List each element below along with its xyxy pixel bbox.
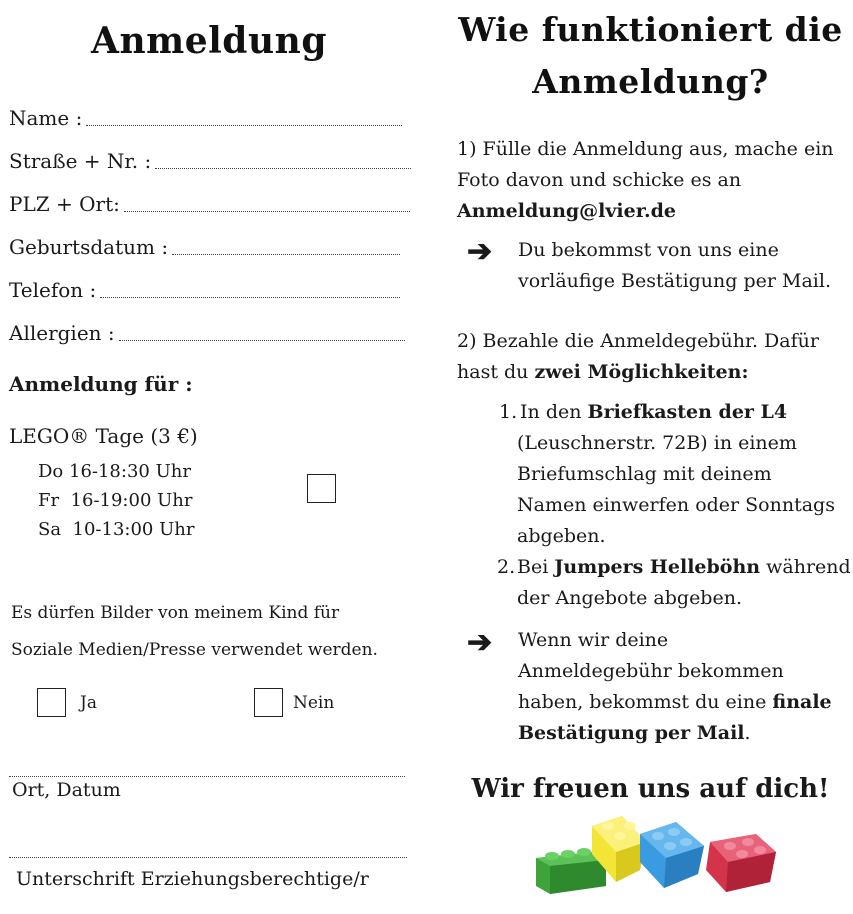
consent-text-line1: Es dürfen Bilder von meinem Kind für — [11, 603, 340, 623]
place-date-line[interactable] — [9, 776, 405, 777]
option1-line5: abgeben. — [517, 525, 606, 547]
step2-line1: 2) Bezahle die Anmeldegebühr. Dafür — [457, 330, 819, 352]
signature-line[interactable] — [9, 857, 407, 858]
arrow-right-icon: ➔ — [467, 234, 493, 269]
option1-line3: Briefumschlag mit deinem — [517, 463, 772, 485]
arrow2-line3 — [518, 687, 832, 718]
option1-line4: Namen einwerfen oder Sonntags — [517, 494, 835, 516]
street-line — [155, 168, 411, 169]
contact-email[interactable]: Anmeldung@lvier.de — [457, 200, 676, 222]
course-checkbox[interactable] — [307, 474, 336, 503]
allergies-line — [119, 340, 405, 341]
red-brick — [706, 834, 776, 892]
place-date-label: Ort, Datum — [12, 779, 121, 801]
arrow1-line1: Du bekommst von uns eine — [518, 239, 779, 261]
option2-number: 2. — [497, 556, 516, 578]
option2-pre: Bei — [517, 556, 555, 578]
zip-city-field[interactable] — [9, 182, 410, 216]
step2-options-emphasis: zwei Möglichkeiten: — [534, 361, 749, 383]
phone-field[interactable] — [9, 268, 400, 302]
option1-line1 — [514, 397, 787, 428]
consent-no-label: Nein — [293, 693, 335, 713]
allergies-label: Allergien : — [9, 321, 115, 345]
arrow2-line4 — [518, 718, 751, 749]
option2-post: während — [760, 556, 851, 578]
zip-city-label: PLZ + Ort: — [9, 192, 120, 216]
birthdate-line — [172, 254, 400, 255]
arrow2-final-emphasis: finale — [772, 691, 832, 713]
arrow2-line2: Anmeldegebühr bekommen — [518, 660, 784, 682]
consent-yes-label: Ja — [80, 693, 97, 713]
lego-bricks-illustration — [530, 812, 780, 898]
arrow2-confirmation-emphasis: Bestätigung per Mail — [518, 722, 745, 744]
consent-text-line2: Soziale Medien/Presse verwendet werden. — [11, 640, 378, 660]
phone-line — [100, 297, 400, 298]
phone-label: Telefon : — [9, 278, 97, 302]
blue-brick — [640, 822, 704, 888]
form-title: Anmeldung — [91, 20, 327, 62]
option1-number: 1. — [499, 401, 518, 423]
consent-no-checkbox[interactable] — [254, 688, 283, 717]
arrow2-line1: Wenn wir deine — [518, 629, 669, 651]
step1-line1: 1) Fülle die Anmeldung aus, mache ein — [457, 138, 834, 160]
step1-line2: Foto davon und schicke es an — [457, 169, 742, 191]
birthdate-field[interactable] — [9, 225, 400, 259]
time-slot: Fr 16-19:00 Uhr — [38, 490, 193, 511]
arrow2-line3-text: haben, bekommst du eine — [518, 691, 773, 713]
time-slot: Sa 10-13:00 Uhr — [38, 519, 195, 540]
arrow1-line2: vorläufige Bestätigung per Mail. — [518, 270, 831, 292]
option2-line2: der Angebote abgeben. — [517, 587, 742, 609]
arrow2-period: . — [744, 722, 751, 744]
course-title: LEGO® Tage (3 €) — [9, 424, 198, 448]
zip-city-line — [124, 211, 410, 212]
name-line — [86, 125, 402, 126]
signature-label: Unterschrift Erziehungsberechtige/r — [16, 868, 369, 890]
step2-line2-text: hast du — [457, 361, 535, 383]
option1-line2: (Leuschnerstr. 72B) in einem — [517, 432, 797, 454]
info-title-line1: Wie funktioniert die — [458, 10, 843, 49]
option1-mailbox: Briefkasten der L4 — [587, 401, 788, 423]
step2-line2 — [457, 357, 748, 388]
street-label: Straße + Nr. : — [9, 149, 152, 173]
option2-location: Jumpers Helleböhn — [554, 556, 761, 578]
option1-pre: In den — [514, 401, 588, 423]
closing-message: Wir freuen uns auf dich! — [471, 774, 830, 804]
info-title-line2: Anmeldung? — [532, 62, 769, 101]
consent-yes-checkbox[interactable] — [37, 688, 66, 717]
registration-for-heading: Anmeldung für : — [9, 372, 193, 396]
time-slot: Do 16-18:30 Uhr — [38, 461, 191, 482]
name-label: Name : — [9, 106, 83, 130]
street-field[interactable] — [9, 139, 411, 173]
name-field[interactable] — [9, 96, 402, 130]
allergies-field[interactable] — [9, 311, 405, 345]
birthdate-label: Geburtsdatum : — [9, 235, 169, 259]
arrow-right-icon: ➔ — [467, 625, 493, 660]
option2-line1 — [517, 552, 851, 583]
